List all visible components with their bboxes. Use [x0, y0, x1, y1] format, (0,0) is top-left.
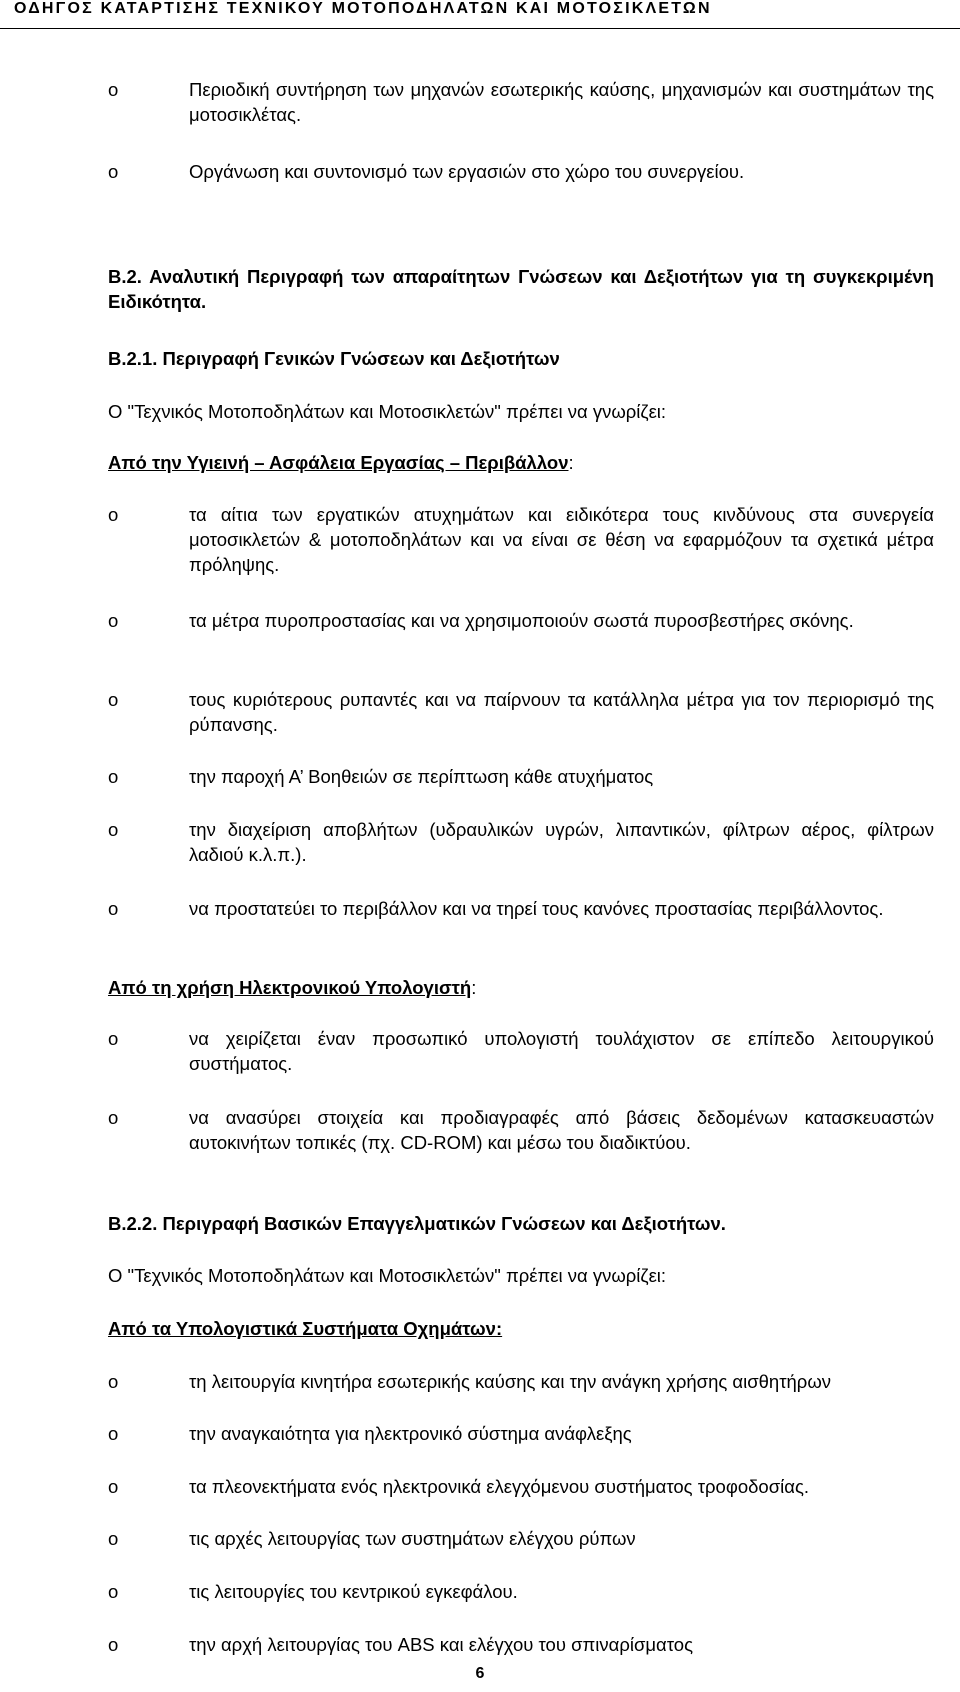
group2-heading — [108, 975, 934, 1000]
list-item: να χειρίζεται έναν προσωπικό υπολογιστή τουλάχιστον σε επίπεδο λειτουργικού συστήματος. — [189, 1028, 934, 1074]
group1-colon: : — [568, 452, 574, 473]
page-number: 6 — [475, 1665, 485, 1682]
bullet-icon: o — [108, 610, 119, 631]
bullet-icon: o — [108, 161, 119, 182]
list-item: τα πλεονεκτήματα ενός ηλεκτρονικά ελεγχόμενου συστήματος τροφοδοσίας. — [189, 1476, 809, 1497]
bullet-icon: o — [108, 1581, 119, 1602]
group2-title: Από τη χρήση Ηλεκτρονικού Υπολογιστή — [108, 977, 472, 998]
bullet-icon: o — [108, 1423, 119, 1444]
list-item: Περιοδική συντήρηση των μηχανών εσωτερικής καύσης, μηχανισμών και συστημάτων της μοτοσικλέτας. — [189, 79, 934, 125]
section-b2-title: Β.2. Αναλυτική Περιγραφή των απαραίτητων Γνώσεων και Δεξιοτήτων για τη συγκεκριμένη Ειδικότητα. — [108, 266, 934, 312]
bullet-icon: o — [108, 79, 119, 100]
bullet-icon: o — [108, 1371, 119, 1392]
bullet-icon: o — [108, 766, 119, 787]
section-b22-lead: Ο "Τεχνικός Μοτοποδηλάτων και Μοτοσικλετών" πρέπει να γνωρίζει: — [108, 1265, 667, 1286]
list-item: τους κυριότερους ρυπαντές και να παίρνουν τα κατάλληλα μέτρα για τον περιορισμό της ρύπανσης. — [189, 689, 934, 735]
list-item: τις λειτουργίες του κεντρικού εγκεφάλου. — [189, 1581, 518, 1602]
list-item: την παροχή Α’ Βοηθειών σε περίπτωση κάθε ατυχήματος — [189, 766, 654, 787]
list-item: να προστατεύει το περιβάλλον και να τηρεί τους κανόνες προστασίας περιβάλλοντος. — [189, 898, 884, 919]
list-item: τις αρχές λειτουργίας των συστημάτων ελέγχου ρύπων — [189, 1528, 636, 1549]
section-b22-title: Β.2.2. Περιγραφή Βασικών Επαγγελματικών Γνώσεων και Δεξιοτήτων. — [108, 1213, 726, 1234]
section-b21-lead: Ο "Τεχνικός Μοτοποδηλάτων και Μοτοσικλετών" πρέπει να γνωρίζει: — [108, 401, 667, 422]
list-item: την αρχή λειτουργίας του ABS και ελέγχου του σπιναρίσματος — [189, 1634, 693, 1655]
bullet-icon: o — [108, 1028, 119, 1049]
header-title: ΟΔΗΓΟΣ ΚΑΤΑΡΤΙΣΗΣ ΤΕΧΝΙΚΟΥ ΜΟΤΟΠΟΔΗΛΑΤΩΝ ΚΑΙ ΜΟΤΟΣΙΚΛΕΤΩΝ — [14, 0, 712, 17]
bullet-icon: o — [108, 819, 119, 840]
section-b21-title: Β.2.1. Περιγραφή Γενικών Γνώσεων και Δεξιοτήτων — [108, 348, 560, 369]
group2-colon: : — [471, 977, 477, 998]
bullet-icon: o — [108, 898, 119, 919]
page-header — [0, 0, 960, 28]
list-item: τα αίτια των εργατικών ατυχημάτων και ειδικότερα τους κινδύνους στα συνεργεία μοτοσικλετών & μοτοποδηλάτων και να είναι σε θέση να εφαρμόζουν τα σχετικά μέτρα πρόληψης. — [189, 504, 934, 575]
bullet-icon: o — [108, 1107, 119, 1128]
list-item: την διαχείριση αποβλήτων (υδραυλικών υγρών, λιπαντικών, φίλτρων αέρος, φίλτρων λαδιού κ.λ.π.). — [189, 819, 934, 865]
bullet-icon: o — [108, 1634, 119, 1655]
bullet-icon: o — [108, 689, 119, 710]
list-item: Οργάνωση και συντονισμό των εργασιών στο χώρο του συνεργείου. — [189, 161, 745, 182]
header-rule — [0, 28, 960, 29]
group1-title: Από την Υγιεινή – Ασφάλεια Εργασίας – Περιβάλλον — [108, 452, 569, 473]
group1-heading — [108, 450, 934, 475]
bullet-icon: o — [108, 1528, 119, 1549]
bullet-icon: o — [108, 504, 119, 525]
list-item: τα μέτρα πυροπροστασίας και να χρησιμοποιούν σωστά πυροσβεστήρες σκόνης. — [189, 610, 854, 631]
list-item: τη λειτουργία κινητήρα εσωτερικής καύσης και την ανάγκη χρήσης αισθητήρων — [189, 1371, 832, 1392]
section-b22-group-title: Από τα Υπολογιστικά Συστήματα Οχημάτων: — [108, 1318, 503, 1339]
bullet-icon: o — [108, 1476, 119, 1497]
list-item: να ανασύρει στοιχεία και προδιαγραφές από βάσεις δεδομένων κατασκευαστών αυτοκινήτων τοπικές (πχ. CD-ROM) και μέσω του διαδικτύου. — [189, 1107, 934, 1153]
list-item: την αναγκαιότητα για ηλεκτρονικό σύστημα ανάφλεξης — [189, 1423, 632, 1444]
